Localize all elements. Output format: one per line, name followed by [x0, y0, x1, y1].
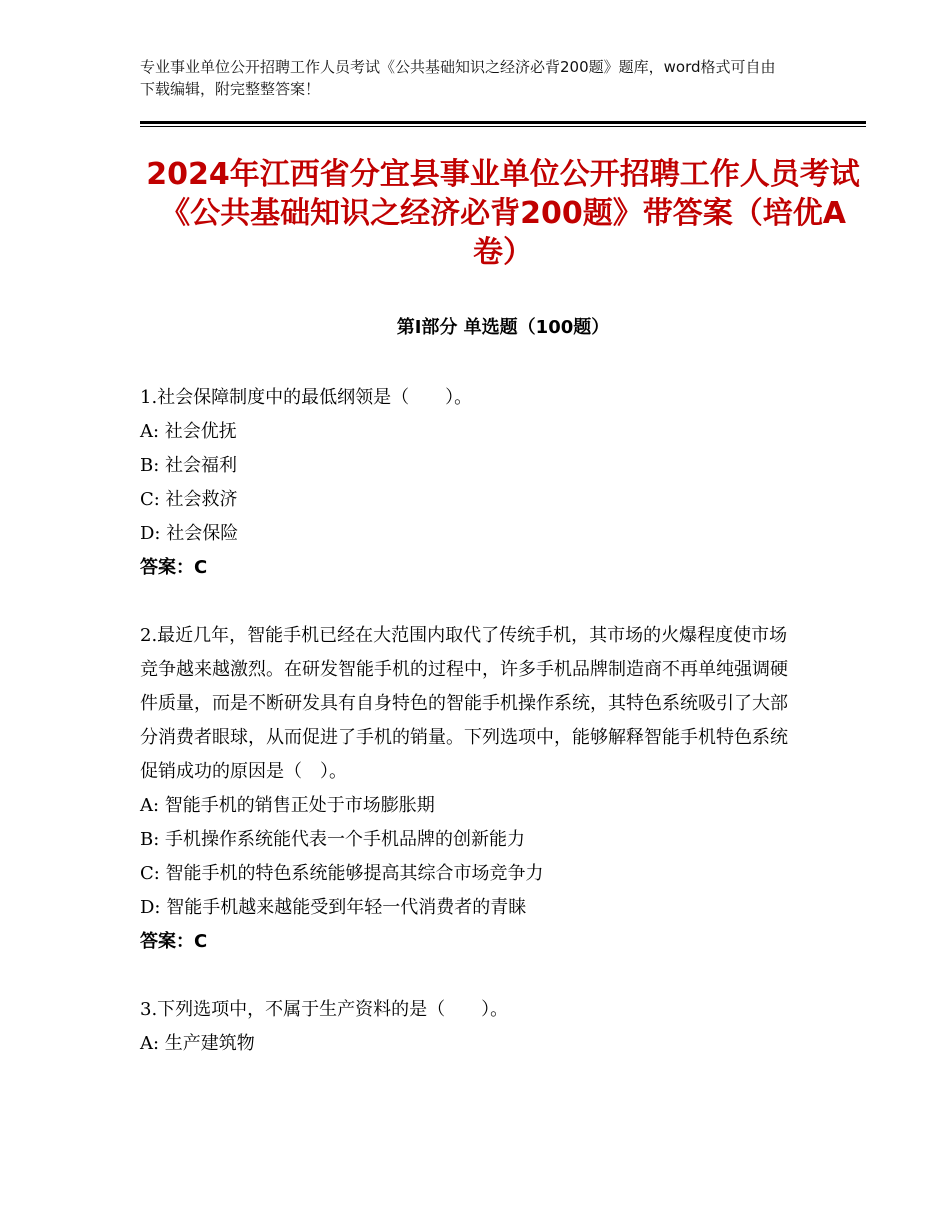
option-d: D: 智能手机越来越能受到年轻一代消费者的青睐	[140, 897, 527, 918]
section-title: 第Ⅰ部分 单选题（100题）	[396, 317, 610, 338]
option-b: B: 社会福利	[140, 455, 238, 476]
header-rule-thick	[140, 121, 866, 124]
question-stem: 1.社会保障制度中的最低纲领是（ ）。	[140, 387, 473, 408]
option-a: A: 社会优抚	[140, 421, 237, 442]
answer: 答案：C	[140, 557, 208, 578]
option-b: B: 手机操作系统能代表一个手机品牌的创新能力	[140, 829, 526, 850]
question-stem: 3.下列选项中，不属于生产资料的是（ ）。	[140, 999, 509, 1020]
option-c: C: 智能手机的特色系统能够提高其综合市场竞争力	[140, 863, 544, 884]
answer: 答案：C	[140, 931, 208, 952]
document-title: 2024年江西省分宜县事业单位公开招聘工作人员考试《公共基础知识之经济必背200题》带答案（培优A卷）	[146, 157, 860, 270]
option-a: A: 生产建筑物	[140, 1033, 255, 1054]
header-note: 专业事业单位公开招聘工作人员考试《公共基础知识之经济必背200题》题库，word格式可自由下载编辑，附完整整答案！	[140, 58, 776, 98]
question-1	[140, 381, 800, 585]
header-rule-thin	[140, 126, 866, 127]
question-2	[140, 619, 800, 959]
option-d: D: 社会保险	[140, 523, 239, 544]
question-list	[140, 381, 800, 1061]
option-c: C: 社会救济	[140, 489, 238, 510]
question-3	[140, 993, 800, 1061]
question-stem: 2.最近几年，智能手机已经在大范围内取代了传统手机，其市场的火爆程度使市场竞争越来越激烈。在研发智能手机的过程中，许多手机品牌制造商不再单纯强调硬件质量，而是不断研发具有自身特色的智能手机操作系统，其特色系统吸引了大部分消费者眼球，从而促进了手机的销量。下列选项中，能够解释智能手机特色系统促销成功的原因是（ ）。	[140, 625, 788, 782]
option-a: A: 智能手机的销售正处于市场膨胀期	[140, 795, 435, 816]
